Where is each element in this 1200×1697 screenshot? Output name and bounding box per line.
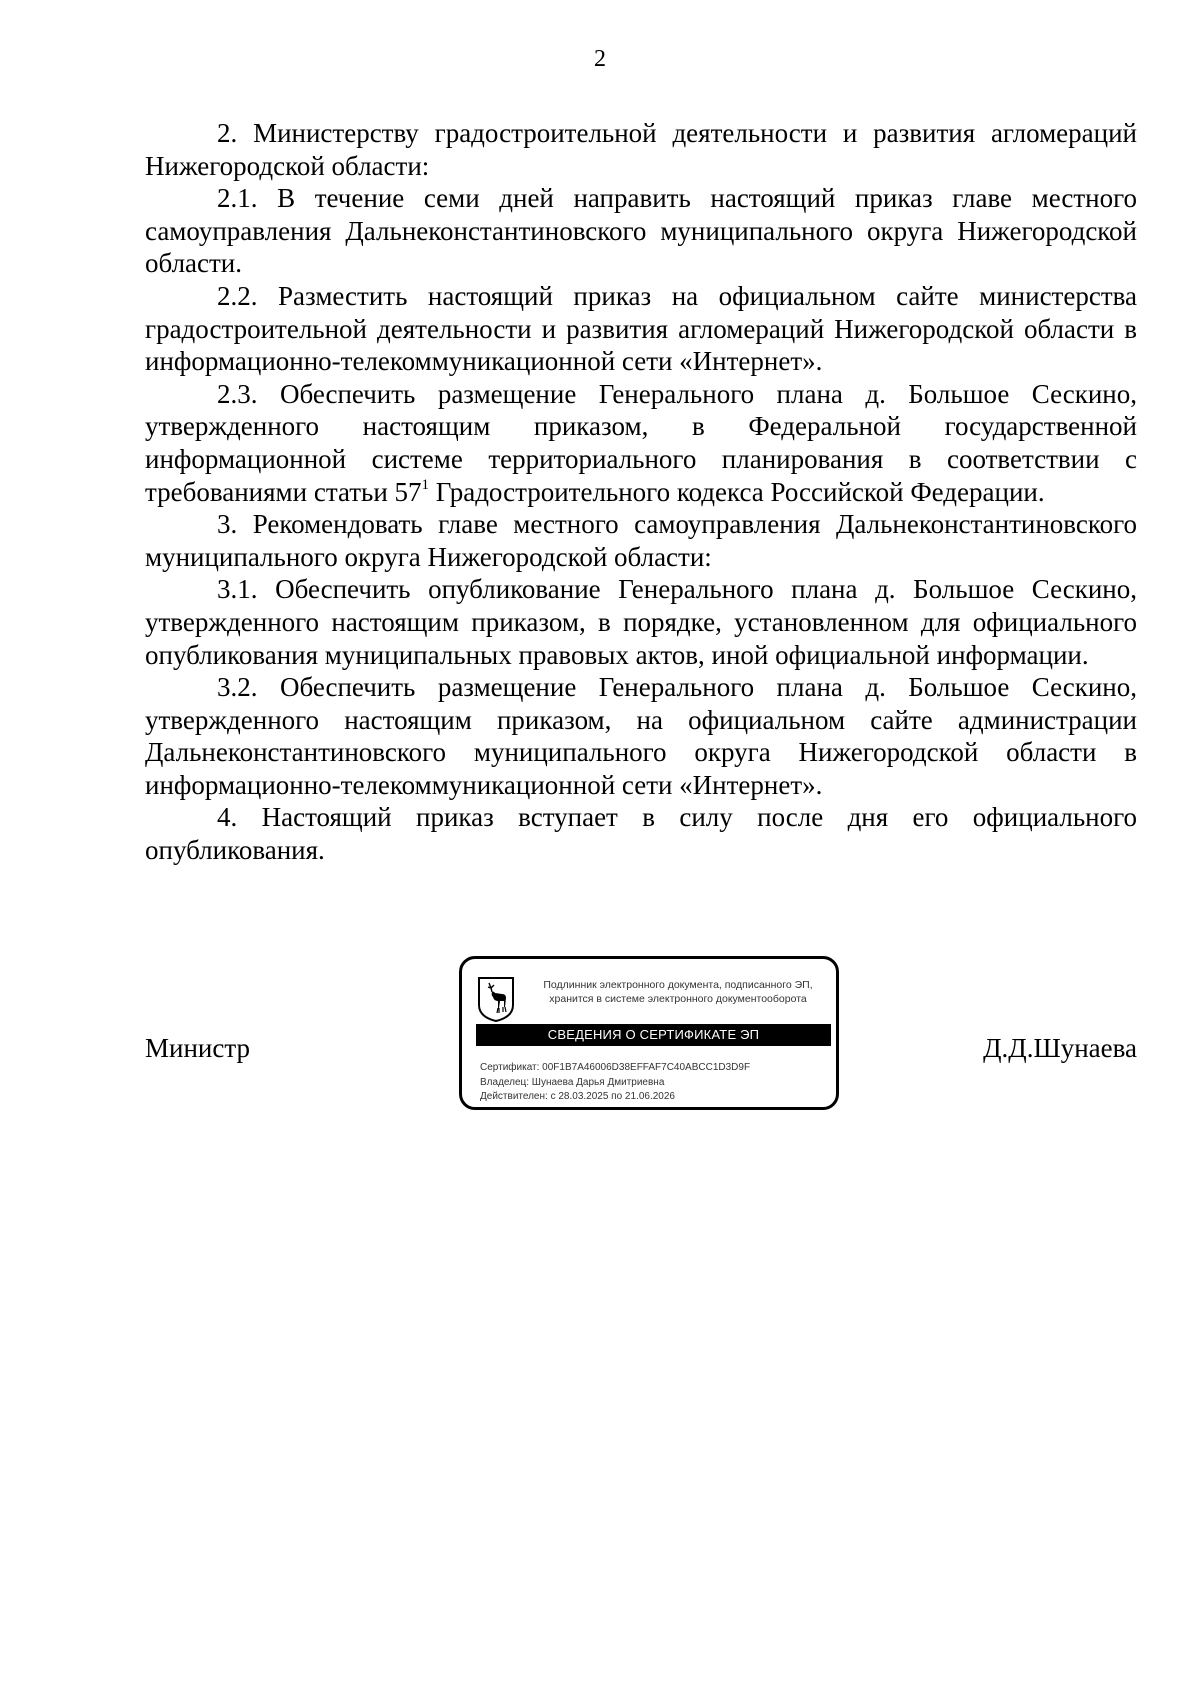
certificate-validity: Действителен: с 28.03.2025 по 21.06.2026	[480, 1091, 675, 1102]
stamp-header-line1: Подлинник электронного документа, подписанного ЭП,	[543, 979, 813, 991]
page-number: 2	[594, 46, 606, 72]
certificate-owner: Владелец: Шунаева Дарья Дмитриевна	[480, 1076, 665, 1088]
certificate-info-bar: СВЕДЕНИЯ О СЕРТИФИКАТЕ ЭП	[476, 1024, 831, 1046]
paragraph-4: 4. Настоящий приказ вступает в силу после дня его официального опубликования.	[145, 802, 1137, 866]
paragraph-2: 2. Министерству градостроительной деятельности и развития агломераций Нижегородской области:	[145, 118, 1137, 181]
article-superscript: 1	[421, 476, 430, 493]
paragraph-3-2: 3.2. Обеспечить размещение Генерального плана д. Большое Сескино, утвержденного настоящим приказом, на официальном сайте администрации Дальнеконстантиновского муниципального округа Нижегородской области в информационно-телекоммуникационной сети «Интернет».	[145, 672, 1137, 800]
signer-name: Д.Д.Шунаева	[983, 1033, 1137, 1063]
deer-coat-of-arms-icon	[476, 975, 516, 1023]
paragraph-2-1: 2.1. В течение семи дней направить настоящий приказ главе местного самоуправления Дальнеконстантиновского муниципального округа Нижегородской области.	[145, 183, 1137, 279]
paragraph-2-2: 2.2. Разместить настоящий приказ на официальном сайте министерства градостроительной деятельности и развития агломераций Нижегородской области в информационно-телекоммуникационной сети «Интернет».	[145, 280, 1137, 377]
paragraph-3-1: 3.1. Обеспечить опубликование Генерального плана д. Большое Сескино, утвержденного настоящим приказом, в порядке, установленном для официального опубликования муниципальных правовых актов, иной официальной информации.	[145, 574, 1137, 670]
paragraph-2-3	[145, 378, 1137, 508]
stamp-header-line2: хранится в системе электронного документооборота	[549, 993, 807, 1005]
certificate-serial: Сертификат: 00F1B7A46006D38EFFAF7C40ABCC1D3D9F	[480, 1062, 751, 1073]
paragraph-2-3-text: 2.3. Обеспечить размещение Генерального плана д. Большое Сескино, утвержденного настоящим приказом, в Федеральной государственной информационной системе территориального планирования в соответствии с требованиями статьи 57	[145, 378, 1137, 507]
paragraph-2-3-tail: Градостроительного кодекса Российской Федерации.	[429, 476, 1045, 507]
stamp-header	[528, 978, 828, 1006]
document-body	[145, 117, 1137, 867]
electronic-signature-stamp	[459, 956, 839, 1110]
paragraph-3: 3. Рекомендовать главе местного самоуправления Дальнеконстантиновского муниципального округа Нижегородской области:	[145, 509, 1137, 572]
signer-title: Министр	[145, 1033, 250, 1063]
certificate-details	[480, 1061, 750, 1105]
